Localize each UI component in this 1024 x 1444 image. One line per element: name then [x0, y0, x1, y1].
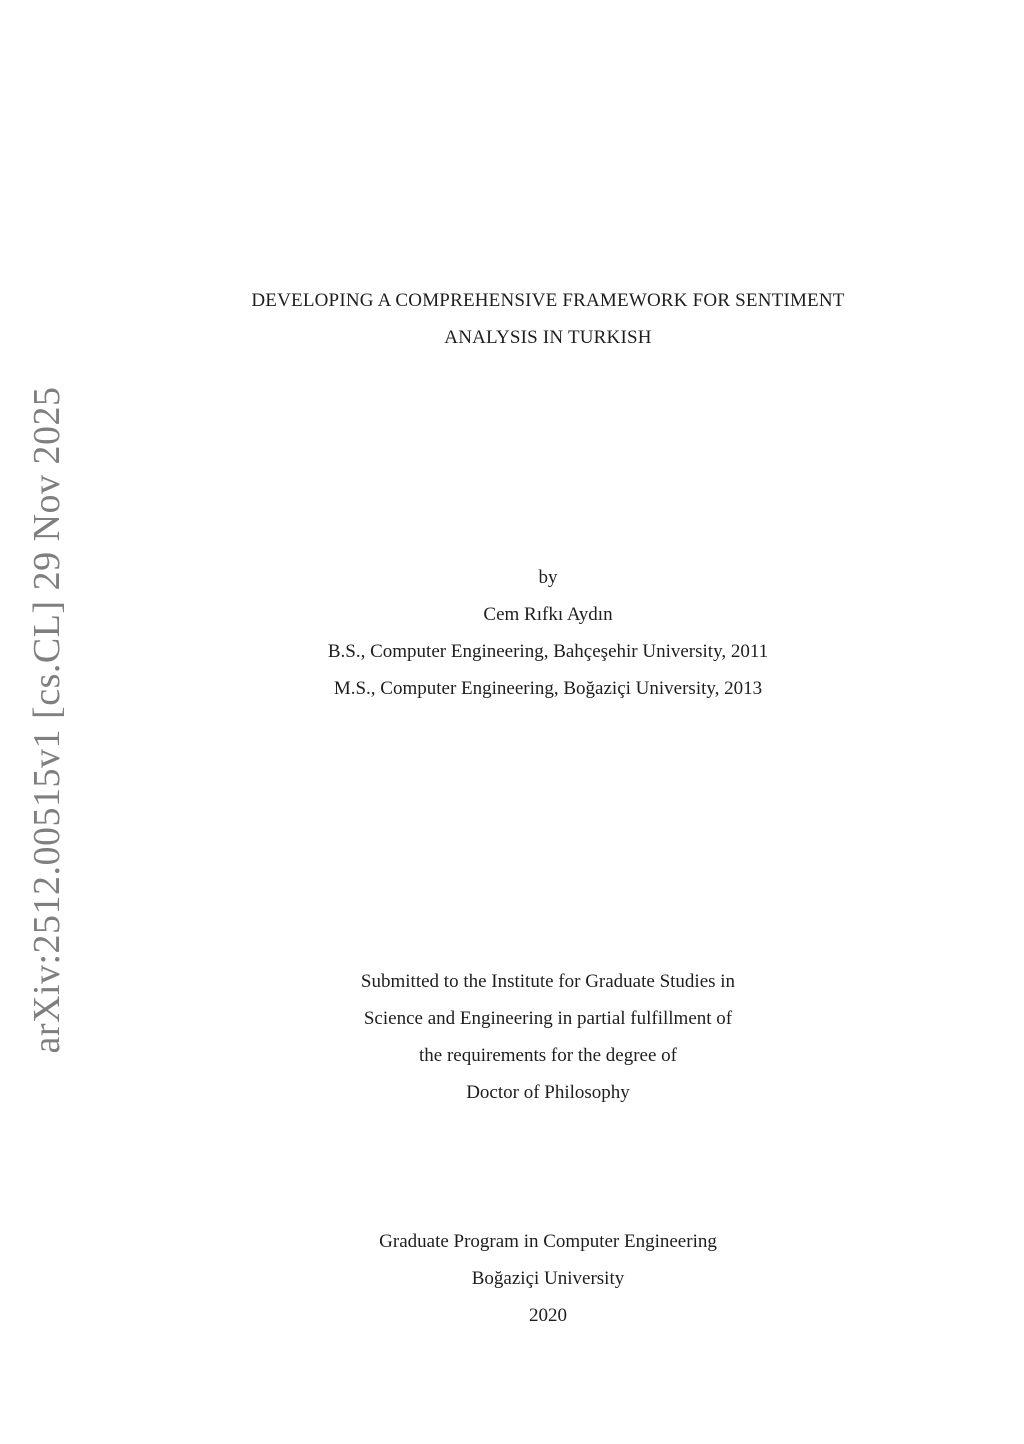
author-name: Cem Rıfkı Aydın: [483, 604, 613, 625]
by-label: by: [538, 567, 558, 588]
author-section: [0, 559, 1024, 707]
submission-line-1: Submitted to the Institute for Graduate Studies in: [360, 971, 736, 992]
program-name: Graduate Program in Computer Engineering: [379, 1231, 717, 1252]
thesis-year: 2020: [529, 1305, 567, 1326]
thesis-title: [0, 282, 1024, 356]
title-line-1: DEVELOPING A COMPREHENSIVE FRAMEWORK FOR SENTIMENT: [251, 290, 845, 311]
prior-degree-ms: M.S., Computer Engineering, Boğaziçi University, 2013: [333, 678, 763, 699]
university-name: Boğaziçi University: [471, 1268, 625, 1289]
submission-line-3: the requirements for the degree of: [419, 1045, 677, 1066]
submission-statement: [0, 963, 1024, 1111]
title-line-2: ANALYSIS IN TURKISH: [444, 327, 652, 348]
prior-degree-bs: B.S., Computer Engineering, Bahçeşehir University, 2011: [327, 641, 769, 662]
arxiv-identifier-stamp: arXiv:2512.00515v1 [cs.CL] 29 Nov 2025: [26, 386, 68, 1054]
degree-name: Doctor of Philosophy: [466, 1082, 630, 1103]
program-section: [0, 1223, 1024, 1334]
submission-line-2: Science and Engineering in partial fulfillment of: [363, 1008, 733, 1029]
